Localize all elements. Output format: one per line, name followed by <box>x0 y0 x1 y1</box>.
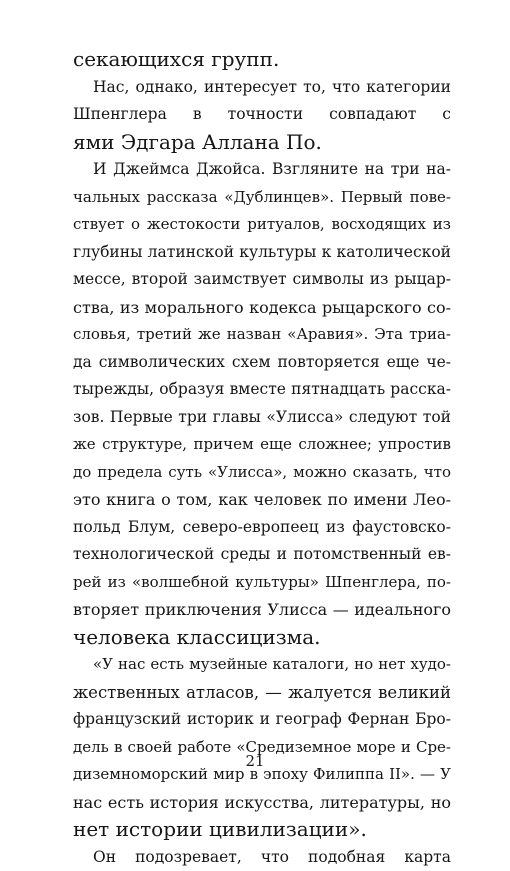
text-line: ства, из морального кодекса рыцарского со- <box>73 294 451 322</box>
text-line: нет истории цивилизации». <box>73 816 451 844</box>
text-line: И Джеймса Джойса. Взгляните на три на- <box>73 156 451 184</box>
text-line: тырежды, образуя вместе пятнадцать расска- <box>73 376 451 404</box>
text-line: ствует о жестокости ритуалов, восходящих из <box>73 211 451 239</box>
text-line: вторяет приключения Улисса — идеального <box>73 596 451 624</box>
text-line: нас есть история искусства, литературы, но <box>73 789 451 817</box>
text-line: ями Эдгара Аллана По. <box>73 129 451 157</box>
page-number: 21 <box>0 752 510 770</box>
text-line: мессе, второй заимствует символы из рыцар- <box>73 266 451 294</box>
text-line: жественных атласов, — жалуется великий <box>73 679 451 707</box>
text-line: рей из «волшебной культуры» Шпенглера, по- <box>73 569 451 597</box>
text-line: до предела суть «Улисса», можно сказать, что <box>73 459 451 487</box>
text-line: чальных рассказа «Дублинцев». Первый пове- <box>73 184 451 212</box>
text-line: Он подозревает, что подобная карта <box>73 844 451 871</box>
text-line: дель в своей работе «Средиземное море и Сре- <box>73 734 451 762</box>
text-line: секающихся групп. <box>73 46 451 74</box>
text-line: зов. Первые три главы «Улисса» следуют той <box>73 404 451 432</box>
text-line: человека классицизма. <box>73 624 451 652</box>
text-line: диземноморский мир в эпоху Филиппа II». — У <box>73 761 451 789</box>
text-line: французский историк и географ Фернан Бро- <box>73 706 451 734</box>
text-line: словья, третий же назван «Аравия». Эта триа- <box>73 321 451 349</box>
body-text <box>73 46 451 871</box>
text-line: глубины латинской культуры к католической <box>73 239 451 267</box>
text-line: же структуре, причем еще сложнее; упростив <box>73 431 451 459</box>
text-line: Нас, однако, интересует то, что категории <box>73 74 451 102</box>
text-line: технологической среды и потомственный ев- <box>73 541 451 569</box>
text-line: польд Блум, северо-европеец из фаустовско- <box>73 514 451 542</box>
text-line: это книга о том, как человек по имени Лео- <box>73 486 451 514</box>
text-line: «У нас есть музейные каталоги, но нет худо- <box>73 651 451 679</box>
text-line: да символических схем повторяется еще че- <box>73 349 451 377</box>
text-line: Шпенглера в точности совпадают с <box>73 101 451 129</box>
